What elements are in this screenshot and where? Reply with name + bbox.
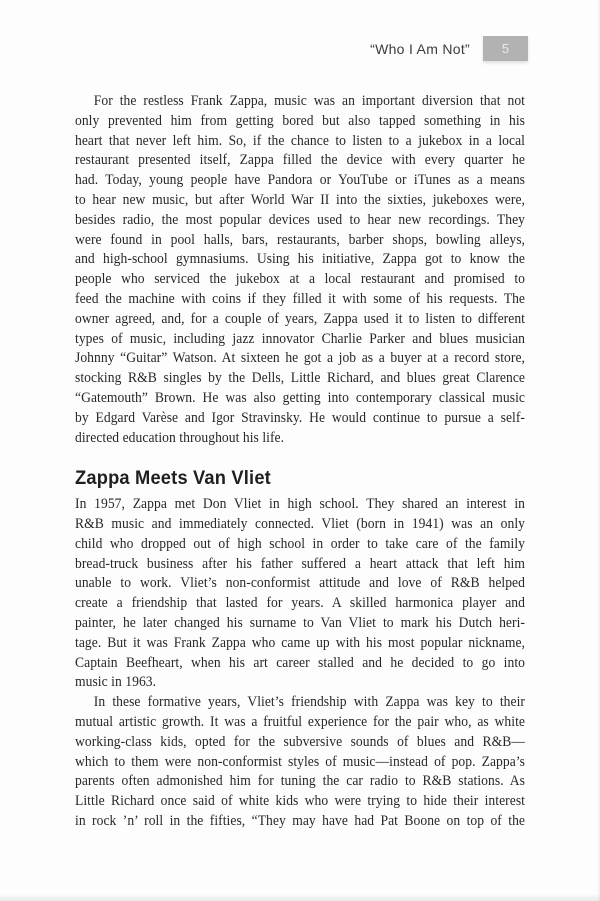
text-line: create a friendship that lasted for years. A skilled harmonica player and <box>75 595 525 612</box>
text-line: mutual artistic growth. It was a fruitful experience for the pair who, as white <box>75 713 525 730</box>
text-line: music in 1963. <box>75 674 157 691</box>
text-line: only prevented him from getting bored but also tapped something in his <box>75 112 525 129</box>
text-line: child who dropped out of high school in order to take care of the family <box>75 535 525 552</box>
text-line: and high-school gymnasiums. Using his initiative, Zappa got to know the <box>75 251 525 268</box>
text-line: by Edgard Varèse and Igor Stravinsky. He would continue to pursue a self- <box>75 409 525 426</box>
text-line: heart that never left him. So, if the chance to listen to a jukebox in a local <box>75 132 525 149</box>
paragraph <box>75 693 525 832</box>
text-line: Little Richard once said of white kids who were trying to hide their interest <box>75 793 525 810</box>
text-line: In these formative years, Vliet’s friendship with Zappa was key to their <box>93 694 525 711</box>
body-text <box>75 92 525 832</box>
text-line: In 1957, Zappa met Don Vliet in high school. They shared an interest in <box>75 496 525 513</box>
text-line: bread-truck business after his father suffered a heart attack that left him <box>75 555 525 572</box>
text-line: directed education throughout his life. <box>75 429 285 446</box>
page-number: 5 <box>501 41 510 56</box>
text-line: parents often admonished him for tuning the car radio to R&B stations. As <box>75 773 525 790</box>
text-line: “Gatemouth” Brown. He was also getting into contemporary classical music <box>75 389 525 406</box>
text-line: working-class kids, opted for the subversive sounds of blues and R&B— <box>75 733 525 750</box>
text-line: For the restless Frank Zappa, music was an important diversion that not <box>93 93 525 109</box>
text-line: owner agreed, and, for a couple of years, Zappa used it to listen to different <box>75 310 525 327</box>
text-line: unable to work. Vliet’s non-conformist attitude and love of R&B helped <box>75 575 525 592</box>
text-line: besides radio, the most popular devices used to hear new recordings. They <box>75 211 525 228</box>
page-bottom-edge <box>0 894 600 901</box>
text-line: in rock ’n’ roll in the fifties, “They may have had Pat Boone on top of the <box>75 812 525 829</box>
text-line: to hear new music, but after World War II into the sixties, jukeboxes were, <box>75 191 525 208</box>
paragraph <box>75 495 525 693</box>
running-title: “Who I Am Not” <box>370 40 470 57</box>
text-line: had. Today, young people have Pandora or YouTube or iTunes as a means <box>75 172 525 189</box>
section-heading: Zappa Meets Van Vliet <box>75 467 271 490</box>
text-line: R&B music and immediately connected. Vliet (born in 1941) was an only <box>75 515 525 532</box>
text-line: were found in pool halls, bars, restaurants, barber shops, bowling alleys, <box>75 231 525 248</box>
text-line: stocking R&B singles by the Dells, Little Richard, and blues great Clarence <box>75 370 525 387</box>
page-number-box <box>483 36 528 61</box>
text-line: tage. But it was Frank Zappa who came up with his most popular nickname, <box>75 634 525 651</box>
text-line: painter, he later changed his surname to Van Vliet to mark his Dutch heri- <box>75 614 525 631</box>
text-line: Johnny “Guitar” Watson. At sixteen he got a job as a buyer at a record store, <box>75 350 525 367</box>
text-line: people who serviced the jukebox at a local restaurant and promised to <box>75 271 525 288</box>
text-line: Captain Beefheart, when his art career stalled and he decided to go into <box>75 654 525 671</box>
text-line: feed the machine with coins if they filled it with some of his requests. The <box>75 290 525 307</box>
text-line: restaurant presented itself, Zappa filled the device with every quarter he <box>75 152 525 169</box>
text-line: types of music, including jazz innovator Charlie Parker and blues musician <box>75 330 525 347</box>
page-header <box>370 36 528 61</box>
text-line: which to them were non-conformist styles of music—instead of pop. Zappa’s <box>75 753 525 770</box>
paragraph <box>75 92 525 448</box>
